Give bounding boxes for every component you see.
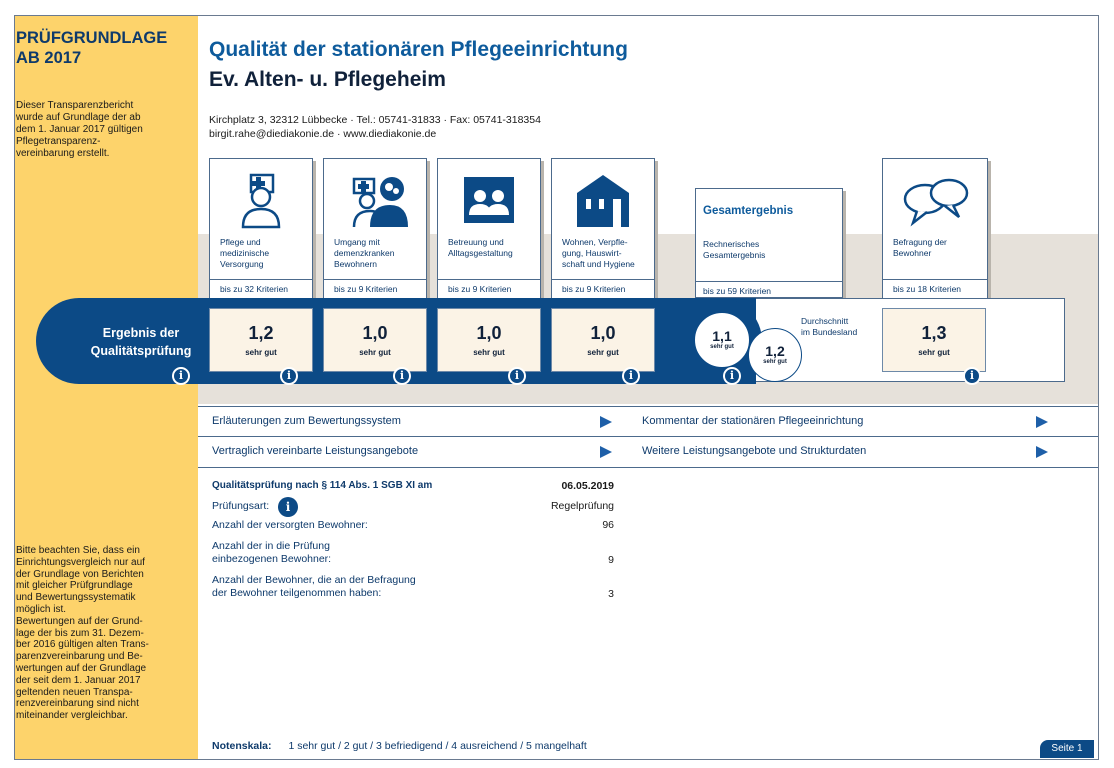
- category-criteria: bis zu 9 Kriterien: [552, 279, 654, 298]
- exam-type-value: Regelprüfung: [550, 500, 614, 512]
- arrow-right-icon[interactable]: [1036, 416, 1048, 428]
- included-value: 9: [608, 554, 614, 566]
- comment-link[interactable]: Kommentar der stationären Pflegeeinrichtung: [642, 415, 864, 427]
- category-label: Befragung der Bewohner: [893, 237, 947, 258]
- nurse-icon: [210, 169, 312, 229]
- explanations-link[interactable]: Erläuterungen zum Bewertungssystem: [212, 415, 401, 427]
- services-link[interactable]: Vertraglich vereinbarte Leistungsangebote: [212, 445, 419, 457]
- arrow-right-icon[interactable]: [600, 416, 612, 428]
- score-grade: sehr gut: [245, 348, 277, 357]
- category-criteria: bis zu 32 Kriterien: [210, 279, 312, 298]
- info-icon[interactable]: i: [280, 367, 298, 385]
- page-title: Qualität der stationären Pflegeeinrichtung: [209, 38, 628, 61]
- score-value: 1,2: [248, 323, 274, 343]
- facility-name: Ev. Alten- u. Pflegeheim: [209, 68, 446, 91]
- score-value: 1,3: [921, 323, 947, 343]
- residents-value: 96: [602, 519, 614, 531]
- category-criteria: bis zu 9 Kriterien: [324, 279, 426, 298]
- info-icon[interactable]: i: [508, 367, 526, 385]
- overall-grade: sehr gut: [710, 344, 734, 350]
- state-average-label: Durchschnitt im Bundesland: [801, 316, 858, 337]
- category-card-living[interactable]: [551, 158, 655, 300]
- score-box: [551, 308, 655, 372]
- overall-label: Rechnerisches Gesamtergebnis: [703, 239, 766, 260]
- score-grade: sehr gut: [473, 348, 505, 357]
- category-label: Pflege und medizinische Versorgung: [220, 237, 270, 269]
- residents-label: Anzahl der versorgten Bewohner:: [212, 519, 368, 531]
- category-label: Betreuung und Alltagsgestaltung: [448, 237, 513, 258]
- link-row: [198, 406, 1098, 437]
- arrow-right-icon[interactable]: [1036, 446, 1048, 458]
- category-card-dementia[interactable]: [323, 158, 427, 300]
- dementia-care-icon: [324, 169, 426, 229]
- category-card-activities[interactable]: [437, 158, 541, 300]
- info-icon[interactable]: i: [963, 367, 981, 385]
- score-box: [437, 308, 541, 372]
- exam-type-label: Prüfungsart:: [212, 500, 270, 512]
- address-line: Kirchplatz 3, 32312 Lübbecke · Tel.: 05741-31833 · Fax: 05741-318354: [209, 114, 541, 126]
- score-box: [323, 308, 427, 372]
- score-value: 1,0: [476, 323, 502, 343]
- score-box: [882, 308, 986, 372]
- people-icon: [438, 169, 540, 229]
- info-icon[interactable]: i: [278, 497, 298, 517]
- category-criteria: bis zu 9 Kriterien: [438, 279, 540, 298]
- score-grade: sehr gut: [359, 348, 391, 357]
- score-value: 1,0: [590, 323, 616, 343]
- exam-label: Qualitätsprüfung nach § 114 Abs. 1 SGB XI am: [212, 480, 433, 491]
- sidebar-intro: Dieser Transparenzbericht wurde auf Grundlage der ab dem 1. Januar 2017 gültigen Pflegetransparenz- vereinbarung erstellt.: [16, 100, 143, 159]
- state-average-circle: [748, 328, 802, 382]
- exam-date: 06.05.2019: [561, 480, 614, 492]
- category-card-survey[interactable]: [882, 158, 988, 300]
- arrow-right-icon[interactable]: [600, 446, 612, 458]
- info-icon[interactable]: i: [723, 367, 741, 385]
- survey-participants-value: 3: [608, 588, 614, 600]
- score-grade: sehr gut: [918, 348, 950, 357]
- overall-result-card[interactable]: [695, 188, 843, 298]
- included-label: Anzahl der in die Prüfung einbezogenen Bewohner:: [212, 540, 332, 565]
- average-score: 1,2: [765, 343, 785, 359]
- page-number-badge: Seite 1: [1040, 740, 1094, 758]
- house-icon: [552, 169, 654, 229]
- overall-score-circle: [694, 312, 750, 368]
- score-grade: sehr gut: [587, 348, 619, 357]
- category-criteria: bis zu 18 Kriterien: [883, 279, 987, 298]
- info-icon[interactable]: i: [622, 367, 640, 385]
- contact-line: birgit.rahe@diediakonie.de · www.diediakonie.de: [209, 128, 437, 140]
- category-label: Umgang mit demenzkranken Bewohnern: [334, 237, 395, 269]
- survey-participants-label: Anzahl der Bewohner, die an der Befragung der Bewohner teilgenommen haben:: [212, 574, 416, 599]
- link-row: [198, 437, 1098, 468]
- overall-score: 1,1: [712, 328, 732, 344]
- scale-label: Notenskala:: [212, 740, 272, 752]
- score-value: 1,0: [362, 323, 388, 343]
- score-box: [209, 308, 313, 372]
- category-card-care[interactable]: [209, 158, 313, 300]
- overall-title: Gesamtergebnis: [703, 205, 794, 217]
- sidebar-title: PRÜFGRUNDLAGE AB 2017: [16, 29, 168, 67]
- overall-criteria: bis zu 59 Kriterien: [696, 281, 842, 300]
- average-grade: sehr gut: [763, 359, 787, 365]
- category-label: Wohnen, Verpfle- gung, Hauswirt- schaft und Hygiene: [562, 237, 635, 269]
- info-icon[interactable]: i: [393, 367, 411, 385]
- sidebar-note: Bitte beachten Sie, dass ein Einrichtungsvergleich nur auf der Grundlage von Berichten mit gleicher Prüfgrundlage und Bewertungssystematik möglich ist. Bewertungen auf der Grund- lage der bis zum 31. Dezem- ber 2016 gültigen alten Trans- parenzvereinbarung und Be- wertungen auf der Grundlage der seit dem 1. Januar 2017 geltenden neuen Transpa- renzvereinbarung sind nicht miteinander vergleichbar.: [16, 545, 149, 722]
- scale-text: 1 sehr gut / 2 gut / 3 befriedigend / 4 ausreichend / 5 mangelhaft: [288, 740, 587, 752]
- band-label: Ergebnis der Qualitätsprüfung: [90, 326, 192, 358]
- speech-bubbles-icon: [883, 169, 987, 229]
- more-services-link[interactable]: Weitere Leistungsangebote und Strukturdaten: [642, 445, 867, 457]
- info-icon[interactable]: i: [172, 367, 190, 385]
- address-block: [209, 113, 541, 141]
- grading-scale: [212, 740, 587, 752]
